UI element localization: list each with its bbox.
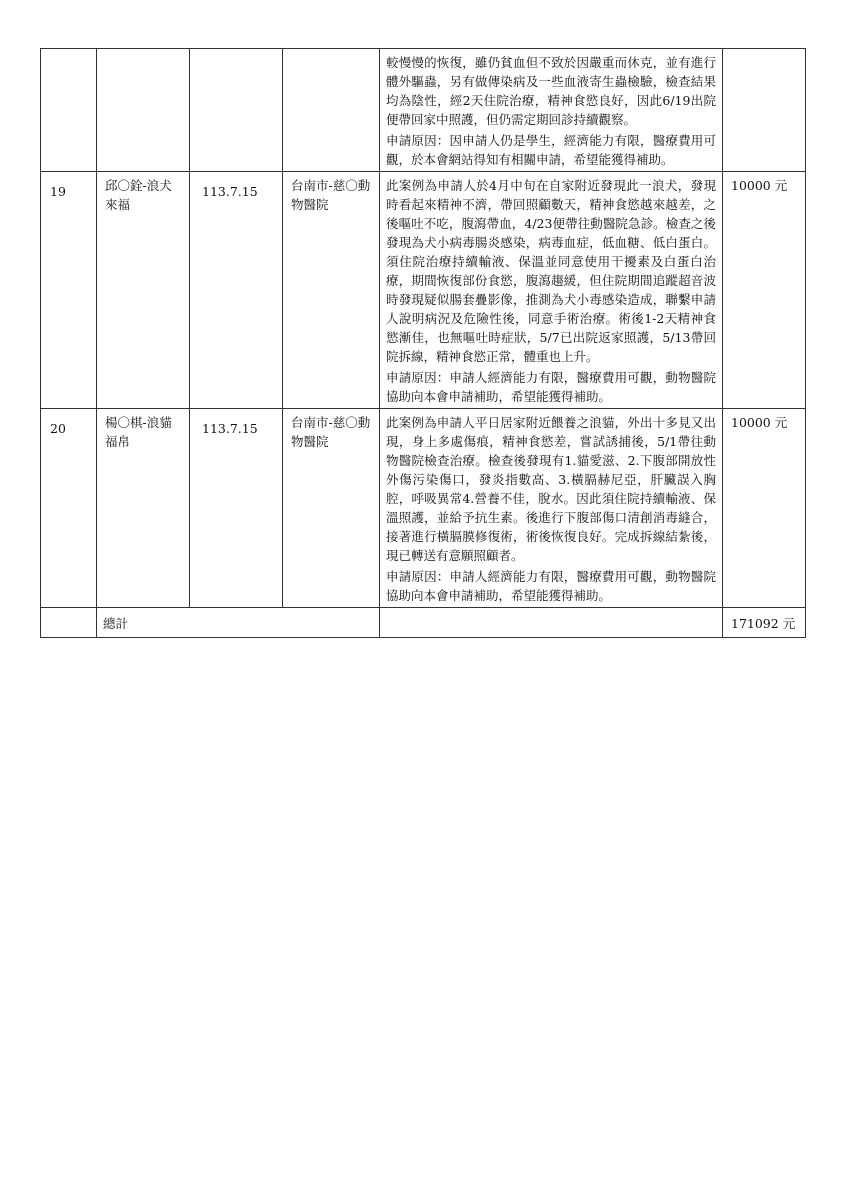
- table-row: [41, 49, 806, 172]
- amount-cell: 10000 元: [723, 172, 806, 409]
- page: [40, 48, 796, 638]
- case-description-cell: [380, 409, 723, 608]
- total-empty-cell: [41, 608, 97, 638]
- total-spacer-cell: [380, 608, 723, 638]
- application-reason: 申請原因：申請人經濟能力有限，醫療費用可觀，動物醫院協助向本會申請補助，希望能獲得補助。: [386, 569, 716, 603]
- applicant-cell: 邱〇銓-浪犬來福: [97, 172, 190, 409]
- amount-cell: [723, 49, 806, 172]
- row-number: [41, 49, 97, 172]
- date-cell: 113.7.15: [190, 409, 283, 608]
- application-reason: 申請原因：申請人經濟能力有限，醫療費用可觀，動物醫院協助向本會申請補助，希望能獲得補助。: [386, 370, 716, 404]
- hospital-cell: 台南市-慈〇動物醫院: [283, 409, 380, 608]
- total-row: [41, 608, 806, 638]
- case-description: 較慢慢的恢復，雖仍貧血但不致於因嚴重而休克，並有進行體外驅蟲，另有做傳染病及一些血液寄生蟲檢驗，檢查結果均為陰性，經2天住院治療，精神食慾良好，因此6/19出院便帶回家中照護，但仍需定期回診持續觀察。: [386, 55, 716, 127]
- hospital-cell: 台南市-慈〇動物醫院: [283, 172, 380, 409]
- table-row: [41, 172, 806, 409]
- hospital-cell: [283, 49, 380, 172]
- total-amount: 171092 元: [723, 608, 806, 638]
- applicant-cell: [97, 49, 190, 172]
- row-number: 19: [41, 172, 97, 409]
- case-description-cell: [380, 49, 723, 172]
- date-cell: 113.7.15: [190, 172, 283, 409]
- row-number: 20: [41, 409, 97, 608]
- case-description: 此案例為申請人平日居家附近餵養之浪貓，外出十多見又出現，身上多處傷痕，精神食慾差，嘗試誘捕後，5/1帶往動物醫院檢查治療。檢查後發現有1.貓愛滋、2.下腹部開放性外傷污染傷口，發炎指數高、3.橫膈赫尼亞，肝臟誤入胸腔，呼吸異常4.營養不佳，脫水。因此須住院持續輸液、保溫照護，並給予抗生素。後進行下腹部傷口清創消毒縫合，接著進行橫膈膜修復術，術後恢復良好。完成拆線結紮後，現已轉送有意願照顧者。: [386, 415, 716, 563]
- total-label: 總計: [97, 608, 380, 638]
- subsidy-table: [40, 48, 806, 638]
- case-description: 此案例為申請人於4月中旬在自家附近發現此一浪犬，發現時看起來精神不濟，帶回照顧數天，精神食慾越來越差，之後嘔吐不吃，腹瀉帶血，4/23便帶往動醫院急診。檢查之後發現為犬小病毒腸炎感染，病毒血症，低血糖、低白蛋白。須住院治療持續輸液、保溫並同意使用干擾素及白蛋白治療，期間恢復部份食慾，腹瀉趨緩，但住院期間追蹤超音波時發現疑似腸套疊影像，推測為犬小毒感染造成，聯繫申請人說明病況及危險性後，同意手術治療。術後1-2天精神食慾漸佳，也無嘔吐時症狀，5/7已出院返家照護，5/13帶回院拆線，精神食慾正常，體重也上升。: [386, 178, 716, 364]
- case-description-cell: [380, 172, 723, 409]
- applicant-cell: 楊〇棋-浪貓福帛: [97, 409, 190, 608]
- date-cell: [190, 49, 283, 172]
- application-reason: 申請原因：因申請人仍是學生，經濟能力有限，醫療費用可觀，於本會網站得知有相關申請，希望能獲得補助。: [386, 133, 716, 167]
- amount-cell: 10000 元: [723, 409, 806, 608]
- table-row: [41, 409, 806, 608]
